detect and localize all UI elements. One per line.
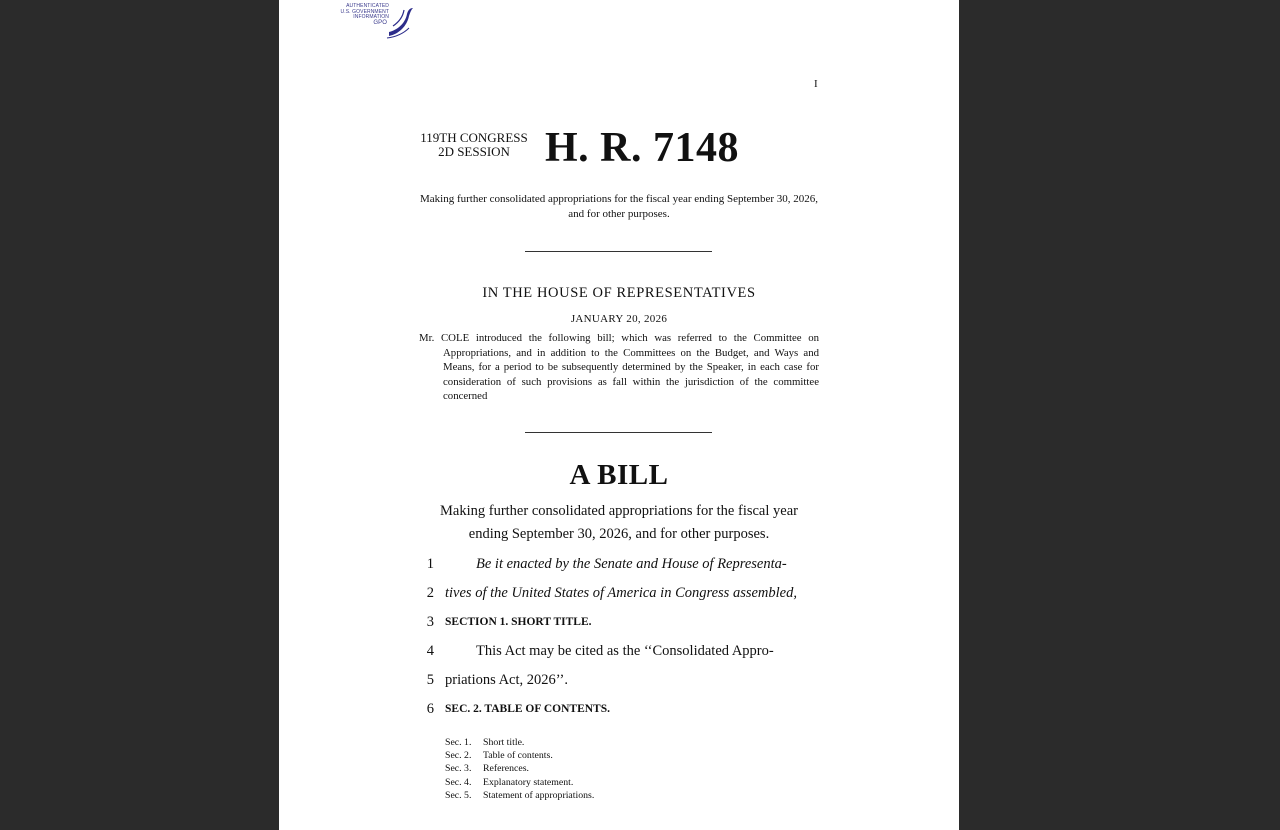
bill-heading: A BILL bbox=[569, 459, 669, 491]
chamber-heading: IN THE HOUSE OF REPRESENTATIVES bbox=[482, 285, 756, 301]
sponsor-name: COLE bbox=[440, 332, 470, 344]
bill-line bbox=[419, 643, 829, 665]
toc-entry bbox=[445, 776, 745, 789]
line-text: Be it enacted by the Senate and House of Representa- bbox=[476, 556, 787, 572]
line-number: 2 bbox=[426, 585, 434, 601]
congress-label: 119TH CONGRESS bbox=[420, 130, 528, 145]
toc-entry bbox=[445, 736, 745, 749]
bill-line bbox=[419, 614, 829, 636]
line-number: 3 bbox=[426, 614, 434, 630]
bill-line bbox=[419, 701, 829, 723]
bill-line bbox=[419, 556, 829, 578]
seal-line: AUTHENTICATED bbox=[346, 3, 389, 9]
divider-rule bbox=[525, 251, 712, 252]
gpo-authentication-seal bbox=[337, 4, 413, 38]
toc-title: Table of contents. bbox=[483, 750, 553, 762]
bill-line bbox=[419, 585, 829, 607]
introduction-text: introduced the following bill; which was referred to the Committee on Appropriations, and in addition to the Committees on the Budget, and Ways and Means, for a period to be subsequently determined by the Speaker, in each case for consideration of such provisions as fall within the jurisdiction of the committee concerned bbox=[443, 332, 820, 402]
section-heading: SEC. 2. TABLE OF CONTENTS. bbox=[445, 703, 610, 715]
introduction-date: JANUARY 20, 2026 bbox=[570, 313, 668, 325]
toc-label: Sec. 4. bbox=[445, 776, 472, 788]
bill-line bbox=[419, 672, 829, 694]
long-title bbox=[419, 500, 819, 545]
introduction-paragraph bbox=[419, 331, 819, 404]
toc-title: Statement of appropriations. bbox=[483, 789, 595, 801]
toc-entry bbox=[445, 789, 745, 802]
line-text: This Act may be cited as the ‘‘Consolidated Appro- bbox=[476, 643, 774, 659]
toc-label: Sec. 1. bbox=[445, 737, 472, 748]
line-text: tives of the United States of America in Congress assembled, bbox=[445, 585, 797, 601]
divider-rule bbox=[525, 432, 712, 433]
line-number: 4 bbox=[426, 643, 434, 659]
congress-session bbox=[418, 131, 530, 159]
document-page bbox=[279, 0, 959, 830]
eagle-logo-icon bbox=[385, 4, 415, 40]
toc-label: Sec. 5. bbox=[445, 789, 472, 801]
line-number: 6 bbox=[426, 701, 434, 717]
seal-text bbox=[337, 4, 389, 26]
line-number: 5 bbox=[426, 672, 434, 688]
table-of-contents bbox=[445, 736, 745, 802]
seal-line: GPO bbox=[373, 19, 387, 26]
seal-line: U.S. GOVERNMENT bbox=[340, 8, 389, 15]
line-number: 1 bbox=[426, 556, 434, 572]
line-text: priations Act, 2026’’. bbox=[445, 672, 568, 688]
session-label: 2D SESSION bbox=[438, 144, 510, 159]
long-title-line: ending September 30, 2026, and for other purposes. bbox=[468, 525, 770, 542]
toc-title: Short title. bbox=[483, 737, 525, 748]
section-heading: SECTION 1. SHORT TITLE. bbox=[445, 616, 592, 628]
bill-number: H. R. 7148 bbox=[545, 125, 739, 171]
page-marker: I bbox=[814, 78, 818, 90]
toc-entry bbox=[445, 749, 745, 762]
toc-label: Sec. 3. bbox=[445, 763, 472, 775]
toc-label: Sec. 2. bbox=[445, 750, 472, 762]
seal-line: INFORMATION bbox=[353, 14, 389, 21]
sponsor-prefix: Mr. bbox=[419, 332, 441, 344]
toc-title: Explanatory statement. bbox=[483, 776, 574, 788]
toc-entry bbox=[445, 762, 745, 775]
toc-title: References. bbox=[483, 763, 529, 775]
long-title-line: Making further consolidated appropriations for the fiscal year bbox=[440, 503, 798, 519]
short-description: Making further consolidated appropriations for the fiscal year ending September 30, 2026, and for other purposes. bbox=[419, 193, 819, 220]
